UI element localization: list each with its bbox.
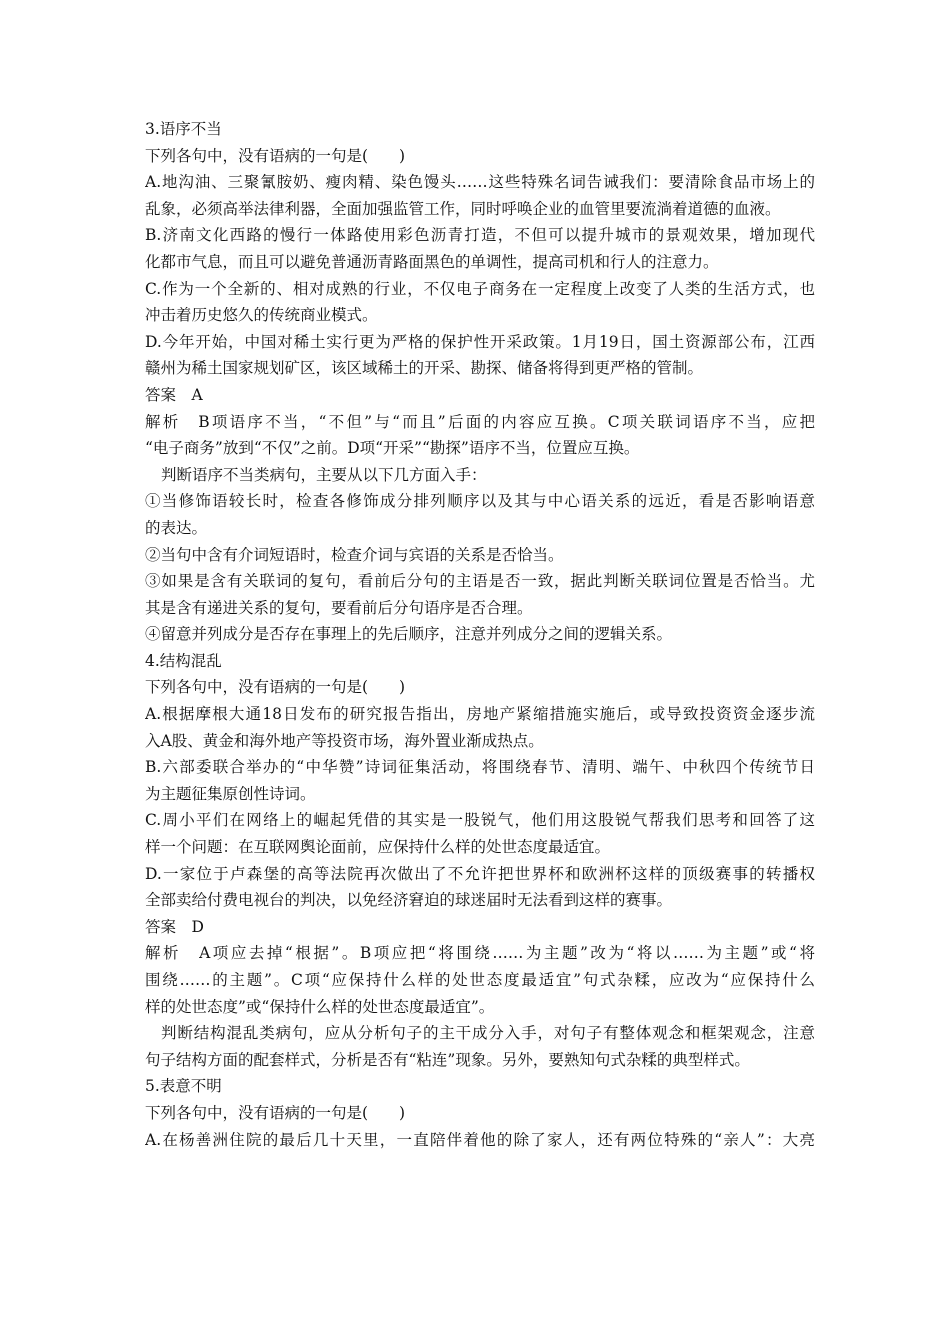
option-a-line-1: A.根据摩根大通18日发布的研究报告指出，房地产紧缩措施实施后，或导致投资资金逐步流 — [145, 705, 815, 724]
option-b-line-2: 为主题征集原创性诗词。 — [145, 784, 316, 803]
analysis-line-3: 样的处世态度”或“保持什么样的处世态度最适宜”。 — [145, 997, 495, 1016]
option-d-line-2: 赣州为稀土国家规划矿区，该区域稀土的开采、勘探、储备将得到更严格的管制。 — [145, 359, 704, 378]
answer-line: 答案 A — [145, 385, 203, 404]
option-b-line-2: 化都市气息，而且可以避免普通沥青路面黑色的单调性，提高司机和行人的注意力。 — [145, 252, 719, 271]
option-c-line-1: C.作为一个全新的、相对成熟的行业，不仅电子商务在一定程度上改变了人类的生活方式，也 — [145, 279, 815, 298]
section-heading-5: 5.表意不明 — [145, 1077, 222, 1096]
tip-4: ④留意并列成分是否存在事理上的先后顺序，注意并列成分之间的逻辑关系。 — [145, 625, 673, 644]
option-a-line-2: 乱象，必须高举法律利器，全面加强监管工作，同时呼唤企业的血管里要流淌着道德的血液。 — [145, 199, 781, 218]
option-c-line-2: 样一个问题：在互联网舆论面前，应保持什么样的处世态度最适宜。 — [145, 838, 611, 857]
option-c-line-2: 冲击着历史悠久的传统商业模式。 — [145, 306, 378, 325]
option-b-line-1: B.济南文化西路的慢行一体路使用彩色沥青打造，不但可以提升城市的景观效果，增加现代 — [145, 226, 815, 245]
tip-3-line-2: 其是含有递进关系的复句，要看前后分句语序是否合理。 — [145, 598, 533, 617]
question-prompt: 下列各句中，没有语病的一句是( ) — [145, 146, 406, 165]
tip-1-line-2: 的表达。 — [145, 518, 208, 537]
analysis-line-2: 围绕……的主题”。C项“应保持什么样的处世态度最适宜”句式杂糅，应改为“应保持什么 — [145, 971, 815, 989]
option-b-line-1: B.六部委联合举办的“中华赞”诗词征集活动，将围绕春节、清明、端午、中秋四个传统节日 — [145, 758, 815, 777]
option-c-line-1: C.周小平们在网络上的崛起凭借的其实是一股锐气，他们用这股锐气帮我们思考和回答了这 — [145, 811, 815, 830]
tip-2: ②当句中含有介词短语时，检查介词与宾语的关系是否恰当。 — [145, 545, 564, 564]
document-page — [145, 116, 815, 1153]
option-d-line-2: 全部卖给付费电视台的判决，以免经济窘迫的球迷届时无法看到这样的赛事。 — [145, 891, 673, 910]
answer-line: 答案 D — [145, 917, 204, 936]
analysis-line-1: 解析 A项应去掉“根据”。B项应把“将围绕……为主题”改为“将以……为主题”或“将 — [145, 944, 815, 963]
section-heading-4: 4.结构混乱 — [145, 651, 222, 670]
question-prompt: 下列各句中，没有语病的一句是( ) — [145, 678, 406, 697]
section-heading-3: 3.语序不当 — [145, 120, 222, 138]
option-d-line-1: D.今年开始，中国对稀土实行更为严格的保护性开采政策。1月19日，国土资源部公布，江西 — [145, 332, 815, 351]
option-a-line-1: A.在杨善洲住院的最后几十天里，一直陪伴着他的除了家人，还有两位特殊的“亲人”：大亮 — [145, 1130, 815, 1149]
question-prompt: 下列各句中，没有语病的一句是( ) — [145, 1103, 406, 1122]
analysis-line-1: 解析 B项语序不当，“不但”与“而且”后面的内容应互换。C项关联词语序不当，应把 — [145, 412, 815, 431]
option-d-line-1: D.一家位于卢森堡的高等法院再次做出了不允许把世界杯和欧洲杯这样的顶级赛事的转播权 — [145, 864, 815, 883]
option-a-line-1: A.地沟油、三聚氰胺奶、瘦肉精、染色馒头……这些特殊名词告诫我们：要清除食品市场上的 — [145, 173, 815, 192]
tip-3-line-1: ③如果是含有关联词的复句，看前后分句的主语是否一致，据此判断关联词位置是否恰当。尤 — [145, 572, 815, 591]
analysis-line-2: “电子商务”放到“不仅”之前。D项“开采”“勘探”语序不当，位置应互换。 — [145, 439, 640, 458]
tip-intro: 判断语序不当类病句，主要从以下几方面入手： — [161, 465, 487, 484]
option-a-line-2: 入A股、黄金和海外地产等投资市场，海外置业渐成热点。 — [145, 731, 544, 750]
tip-1-line-1: ①当修饰语较长时，检查各修饰成分排列顺序以及其与中心语关系的远近，看是否影响语意 — [145, 492, 815, 511]
tip-line-1: 判断结构混乱类病句，应从分析句子的主干成分入手，对句子有整体观念和框架观念，注意 — [161, 1024, 815, 1043]
tip-line-2: 句子结构方面的配套样式，分析是否有“粘连”现象。另外，要熟知句式杂糅的典型样式。 — [145, 1050, 750, 1069]
